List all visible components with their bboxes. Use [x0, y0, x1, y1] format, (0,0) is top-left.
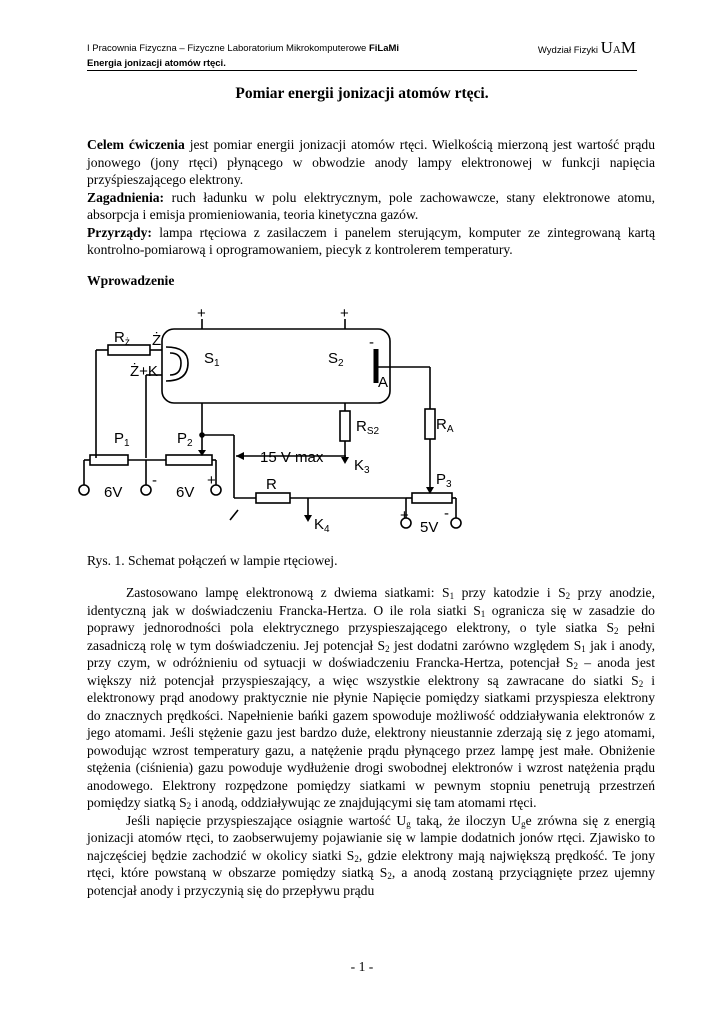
intro-block	[87, 136, 655, 259]
p2-potentiometer	[166, 455, 212, 465]
page-number: - 1 -	[350, 959, 374, 974]
arrow	[304, 515, 312, 522]
p3-supply-label: 5V	[420, 519, 439, 536]
terminal	[141, 485, 151, 495]
circuit-diagram	[70, 305, 500, 545]
rz-label: $R_ż$	[114, 329, 130, 348]
section-heading: Wprowadzenie	[87, 273, 175, 288]
topics-paragraph: Zagadnienia: ruch ładunku w polu elektrycznym, pole zachowawcze, stany elektronowe atomu, absorpcja i emisja promieniowania, teoria kinetyczna gazów.	[87, 189, 655, 222]
paragraph-grids: Zastosowano lampę elektronową z dwiema siatkami: $S_1$ przy katodzie i $S_2$ przy anodzie, identyczną jak w doświadczeniu Francka-Hertza. O ile rola siatki $S_1$ ogranicza się w zasadzie do poprawy jednorodności pola elektrycznego przyspieszającego elektrony, o tyle siatka $S_2$ pełni zasadniczą rolę w tym doświadczeniu. Jej potencjał $S_2$ jest dodatni zarówno względem $S_1$ jak i anody, przy czym, w odróżnieniu od sytuacji w doświadczeniu Francka-Hertza, potencjał $S_2$ – anoda jest większy niż potencjał przyspieszający, a więc wszystkie elektrony są zawracane do siatki $S_2$ i elektronowy prąd anodowy praktycznie nie płynie Napięcie pomiędzy siatkami przyspiesza elektrony do znacznych prędkości. Napełnienie bańki gazem spowoduje możliwość oddziaływania elektronów z jego atomami. Jeśli stężenie gazu jest bardzo duże, elektrony nieustannie zderzają się z jego atomami, powodując wzrost temperatury gazu, a natężenie prądu płynącego przez lampę jest małe. Obniżenie stężenia (ciśnienia) gazu powoduje wydłużenie drogi swobodnej elektronów i wzrost natężenia prądu anodowego. Elektrony rozpędzone pomiędzy siatkami w pewnym stopniu penetrują przestrzeń pomiędzy siatką $S_2$ i anodą, oddziaływując ze znajdującymi się tam atomami rtęci.	[87, 585, 655, 811]
p1-minus-label: -	[152, 472, 157, 489]
paragraph-ionization: Jeśli napięcie przyspieszające osiągnie wartość $U_g$ taką, że iloczyn $U_ge$ zrówna się z energią jonizacji atomów rtęci, to zaobserwujemy pojawianie się w lampie dodatnich jonów rtęci. Zjawisko to najczęściej będzie zachodzić w okolicy siatki $S_2$, gdzie elektrony mają największą prędkość. Te jony rtęci, które powstaną w obszarze pomiędzy siatką $S_2$, a anodą zostaną przyciągnięte przez ujemny potencjał anody i przyczynią się do przepływu prądu	[87, 812, 656, 898]
ra-label: $R_A$	[436, 416, 454, 435]
cathode-inner	[170, 353, 181, 375]
rs2-resistor	[340, 411, 350, 441]
p3-potentiometer	[412, 493, 452, 503]
anode-minus-label: -	[369, 334, 374, 351]
p2-supply-label: 6V	[176, 484, 195, 501]
cathode-outer	[166, 347, 188, 381]
terminal	[79, 485, 89, 495]
p2-plus-label: +	[207, 472, 216, 489]
p1-label: $P_1$	[114, 430, 130, 449]
p3-minus-label: -	[444, 505, 449, 522]
zk-label: Ż+K	[130, 363, 158, 380]
uam-logo: UAM	[600, 38, 636, 57]
document-title: Pomiar energii jonizacji atomów rtęci.	[235, 85, 489, 102]
page-header-left	[87, 41, 399, 71]
switch-stub	[230, 510, 238, 520]
mercury-tube	[162, 329, 390, 403]
k4-label: $K_4$	[314, 516, 330, 535]
p1-supply-label: 6V	[104, 484, 123, 501]
rs2-label: $R_{S2}$	[356, 418, 380, 437]
terminal	[451, 518, 461, 528]
figure-caption: Rys. 1. Schemat połączeń w lampie rtęciowej.	[87, 553, 338, 568]
r-label: R	[266, 476, 277, 493]
p2-label: $P_2$	[177, 430, 193, 449]
header-topic: Energia jonizacji atomów rtęci.	[87, 58, 226, 69]
ra-resistor	[425, 409, 435, 439]
s2-plus-label: +	[340, 305, 349, 322]
header-department: Wydział Fizyki	[537, 45, 598, 56]
p3-plus-label: +	[400, 507, 409, 524]
voltage-15v-label: 15 V max	[260, 449, 324, 466]
main-text	[87, 584, 655, 899]
page-header-right	[538, 38, 636, 58]
s2-label: $S_2$	[328, 350, 344, 369]
z-label: Ż	[152, 332, 162, 349]
goal-paragraph: Celem ćwiczenia jest pomiar energii jonizacji atomów rtęci. Wielkością mierzoną jest wartość prądu jonowego (jony rtęci) płynącego w obwodzie anody lampy elektronowej w funkcji napięcia przyśpieszającego elektrony.	[87, 137, 655, 187]
arrow	[236, 452, 244, 460]
r-resistor	[256, 493, 290, 503]
header-divider	[87, 70, 637, 71]
header-lab-name: I Pracownia Fizyczna – Fizyczne Laboratorium Mikrokomputerowe FiLaMi	[87, 43, 400, 54]
s1-plus-label: +	[197, 305, 206, 322]
anode-label: A	[378, 374, 389, 391]
p3-label: $P_3$	[436, 471, 452, 490]
s1-label: $S_1$	[204, 350, 220, 369]
devices-paragraph: Przyrządy: lampa rtęciowa z zasilaczem i panelem sterującym, komputer ze zintegrowaną kartą kontrolno-pomiarową i oprogramowaniem, piecyk z kontrolerem temperatury.	[87, 224, 655, 257]
k3-label: $K_3$	[354, 457, 370, 476]
arrow	[341, 457, 349, 464]
